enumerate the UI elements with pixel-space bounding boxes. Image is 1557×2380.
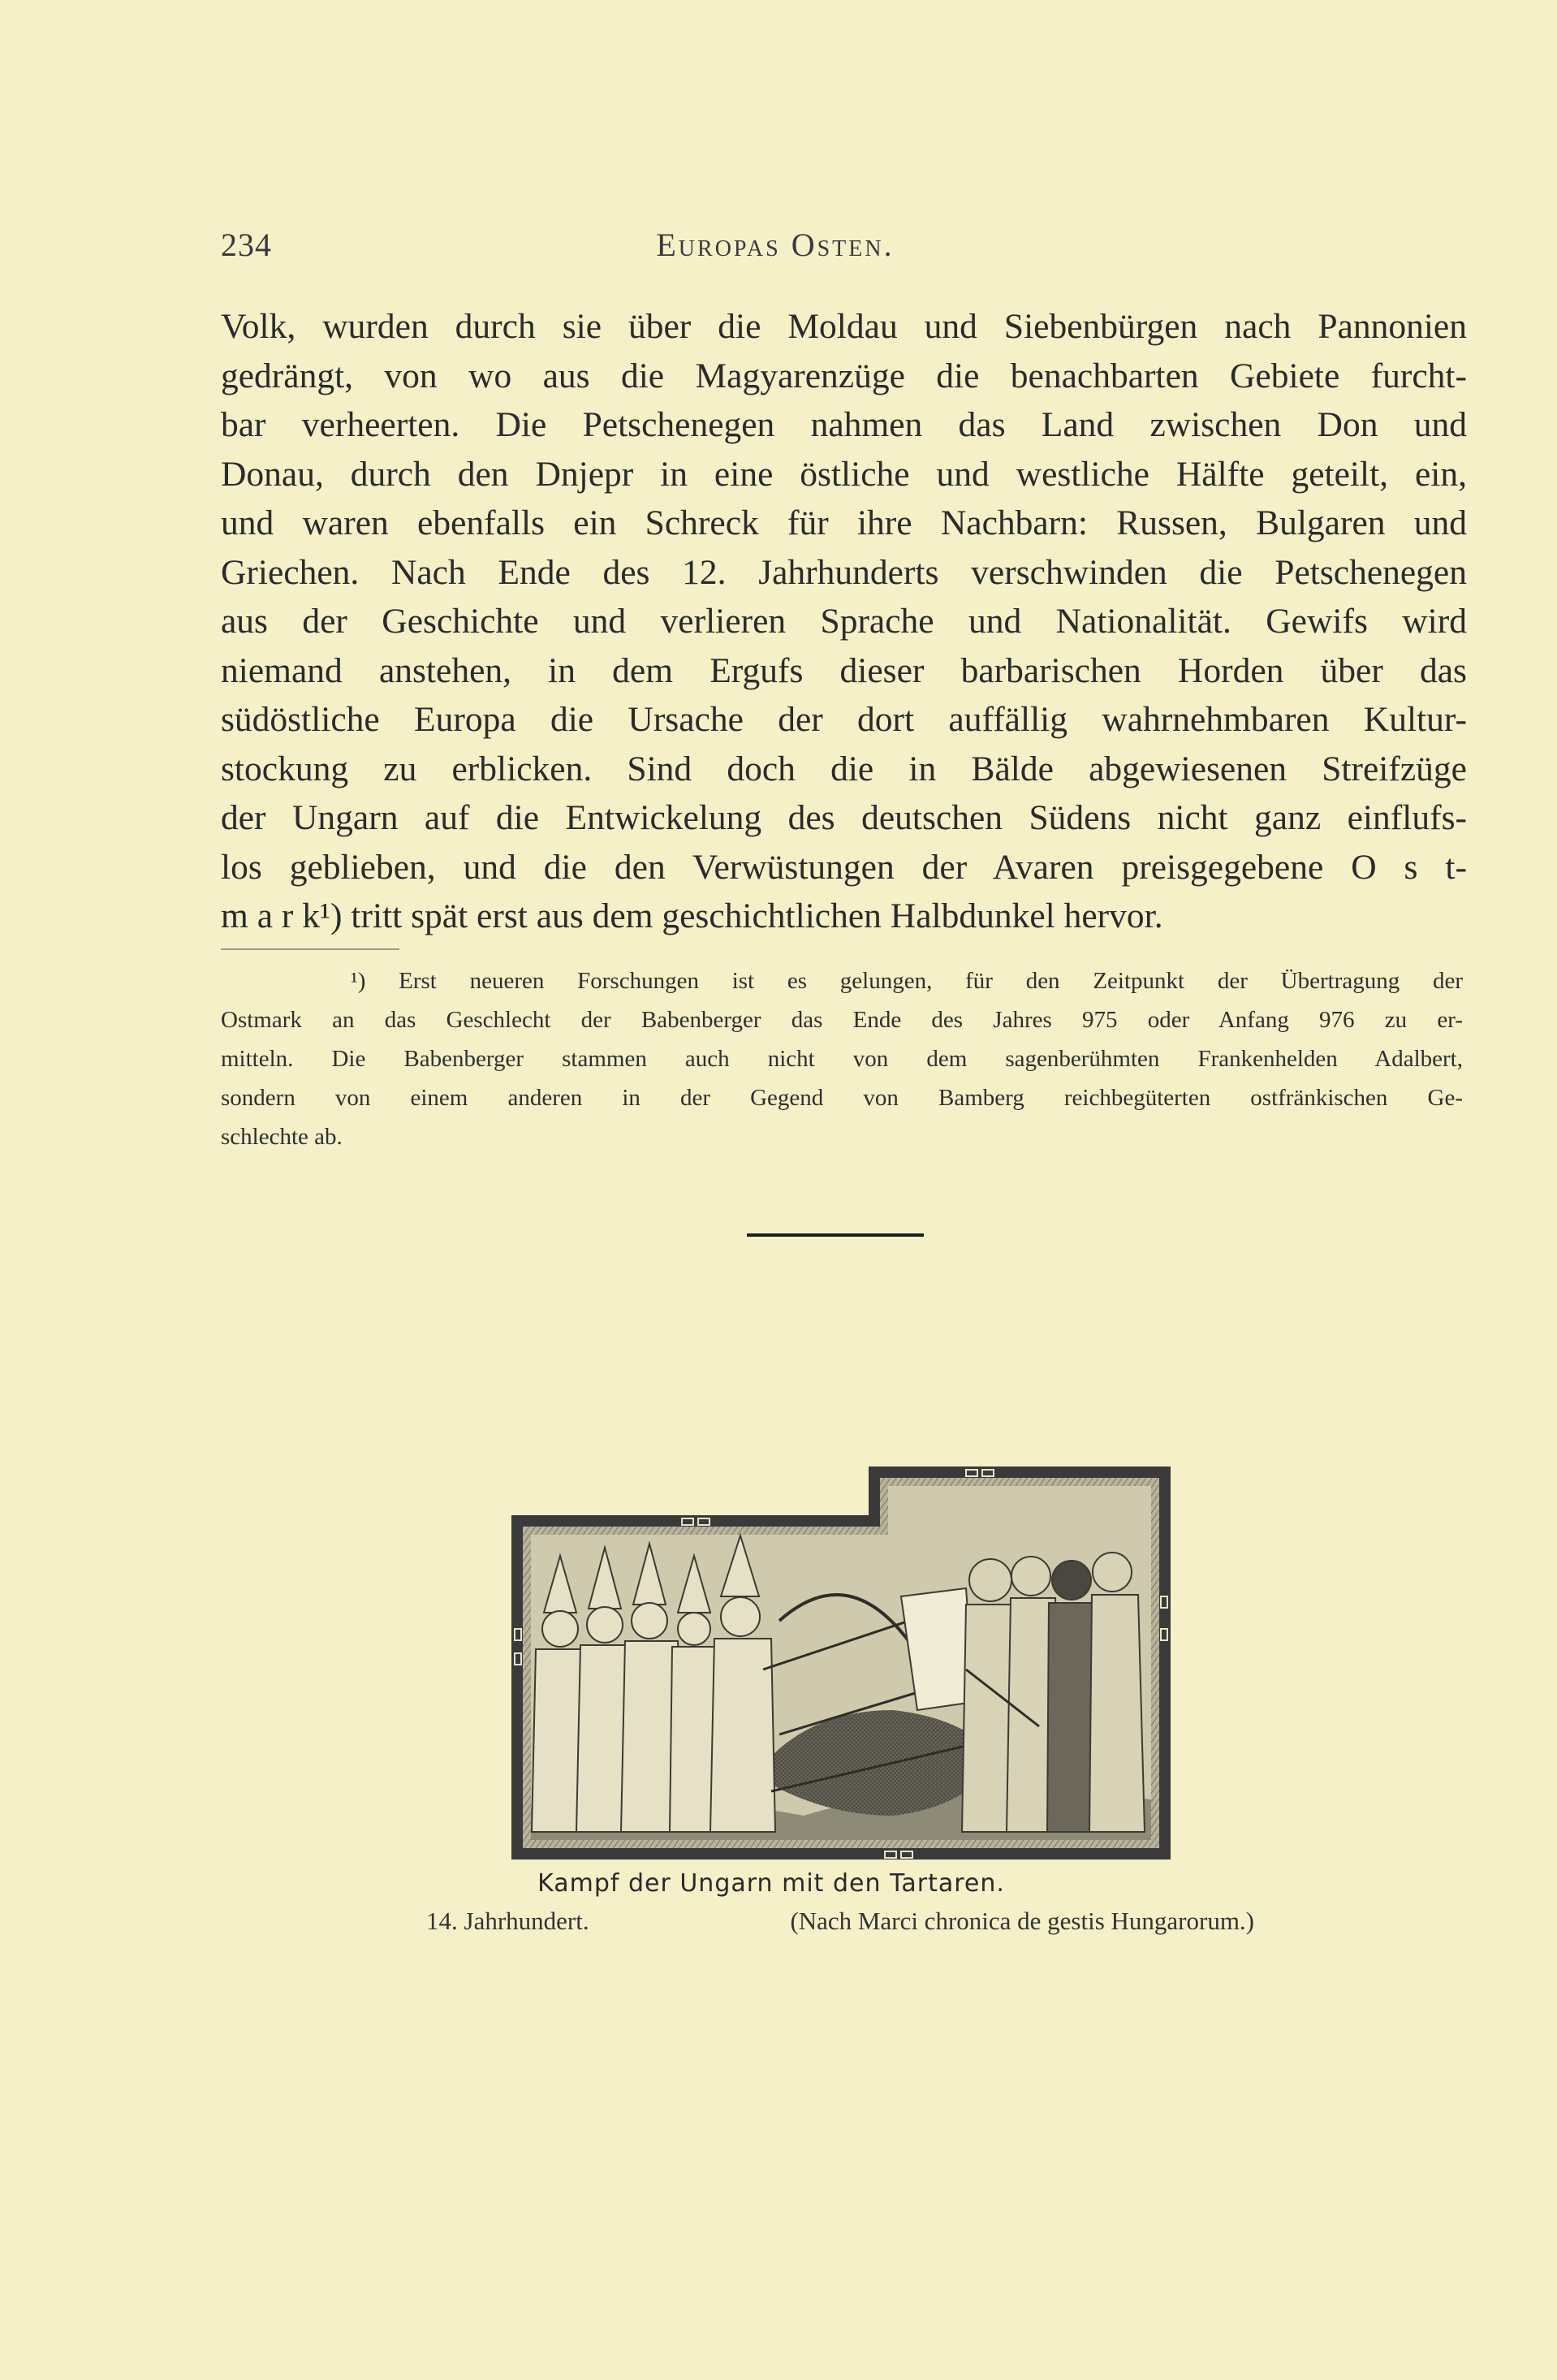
footnote-line: Ostmark an das Geschlecht der Babenberger das Ende des Jahres 975 oder Anfang 976 zu er-	[221, 1007, 1463, 1033]
footnote	[221, 961, 1463, 1156]
main-text	[221, 302, 1467, 941]
text-line: bar verheerten. Die Petschenegen nahmen das Land zwischen Don und	[221, 405, 1467, 444]
text-line: gedrängt, von wo aus die Magyarenzüge die benachbarten Gebiete furcht-	[221, 356, 1467, 395]
illustration-battle-scene	[511, 1466, 1171, 1860]
text-line: südöstliche Europa die Ursache der dort auffällig wahrnehmbaren Kultur-	[221, 700, 1467, 739]
text-line: der Ungarn auf die Entwickelung des deutschen Südens nicht ganz einflufs-	[221, 798, 1467, 837]
footnote-line: sondern von einem anderen in der Gegend von Bamberg reichbegüterten ostfränkischen Ge-	[221, 1085, 1463, 1111]
text-line: aus der Geschichte und verlieren Sprache und Nationalität. Gewifs wird	[221, 602, 1467, 641]
footnote-line: ¹) Erst neueren Forschungen ist es gelungen, für den Zeitpunkt der Übertragung der	[351, 968, 1463, 994]
section-separator	[747, 1233, 924, 1237]
footnote-line: mitteln. Die Babenberger stammen auch nicht von dem sagenberühmten Frankenhelden Adalbert,	[221, 1046, 1463, 1072]
text-line: niemand anstehen, in dem Ergufs dieser barbarischen Horden über das	[221, 650, 1467, 690]
footnote-line: schlechte ab.	[221, 1124, 343, 1150]
figure-source	[426, 1907, 1254, 1936]
text-line: Volk, wurden durch sie über die Moldau und Siebenbürgen nach Pannonien	[221, 307, 1467, 346]
text-line: m a r k¹) tritt spät erst aus dem geschichtlichen Halbdunkel hervor.	[221, 896, 1163, 935]
running-title: Europas Osten.	[656, 227, 895, 263]
text-line: und waren ebenfalls ein Schreck für ihre Nachbarn: Russen, Bulgaren und	[221, 503, 1467, 542]
figure-date: 14. Jahrhundert.	[426, 1907, 589, 1935]
text-line: stockung zu erblicken. Sind doch die in Bälde abgewiesenen Streifzüge	[221, 749, 1467, 788]
text-line: Griechen. Nach Ende des 12. Jahrhunderts verschwinden die Petschenegen	[221, 552, 1467, 592]
text-line: Donau, durch den Dnjepr in eine östliche und westliche Hälfte geteilt, ein,	[221, 454, 1467, 494]
page-header	[221, 226, 1330, 266]
text-line: los geblieben, und die den Verwüstungen der Avaren preisgegebene O s t-	[221, 847, 1467, 887]
figure-source-citation: (Nach Marci chronica de gestis Hungarorum.)	[790, 1907, 1254, 1935]
page-number: 234	[221, 227, 272, 263]
figure-caption: Kampf der Ungarn mit den Tartaren.	[537, 1869, 1005, 1898]
footnote-rule	[221, 948, 399, 950]
